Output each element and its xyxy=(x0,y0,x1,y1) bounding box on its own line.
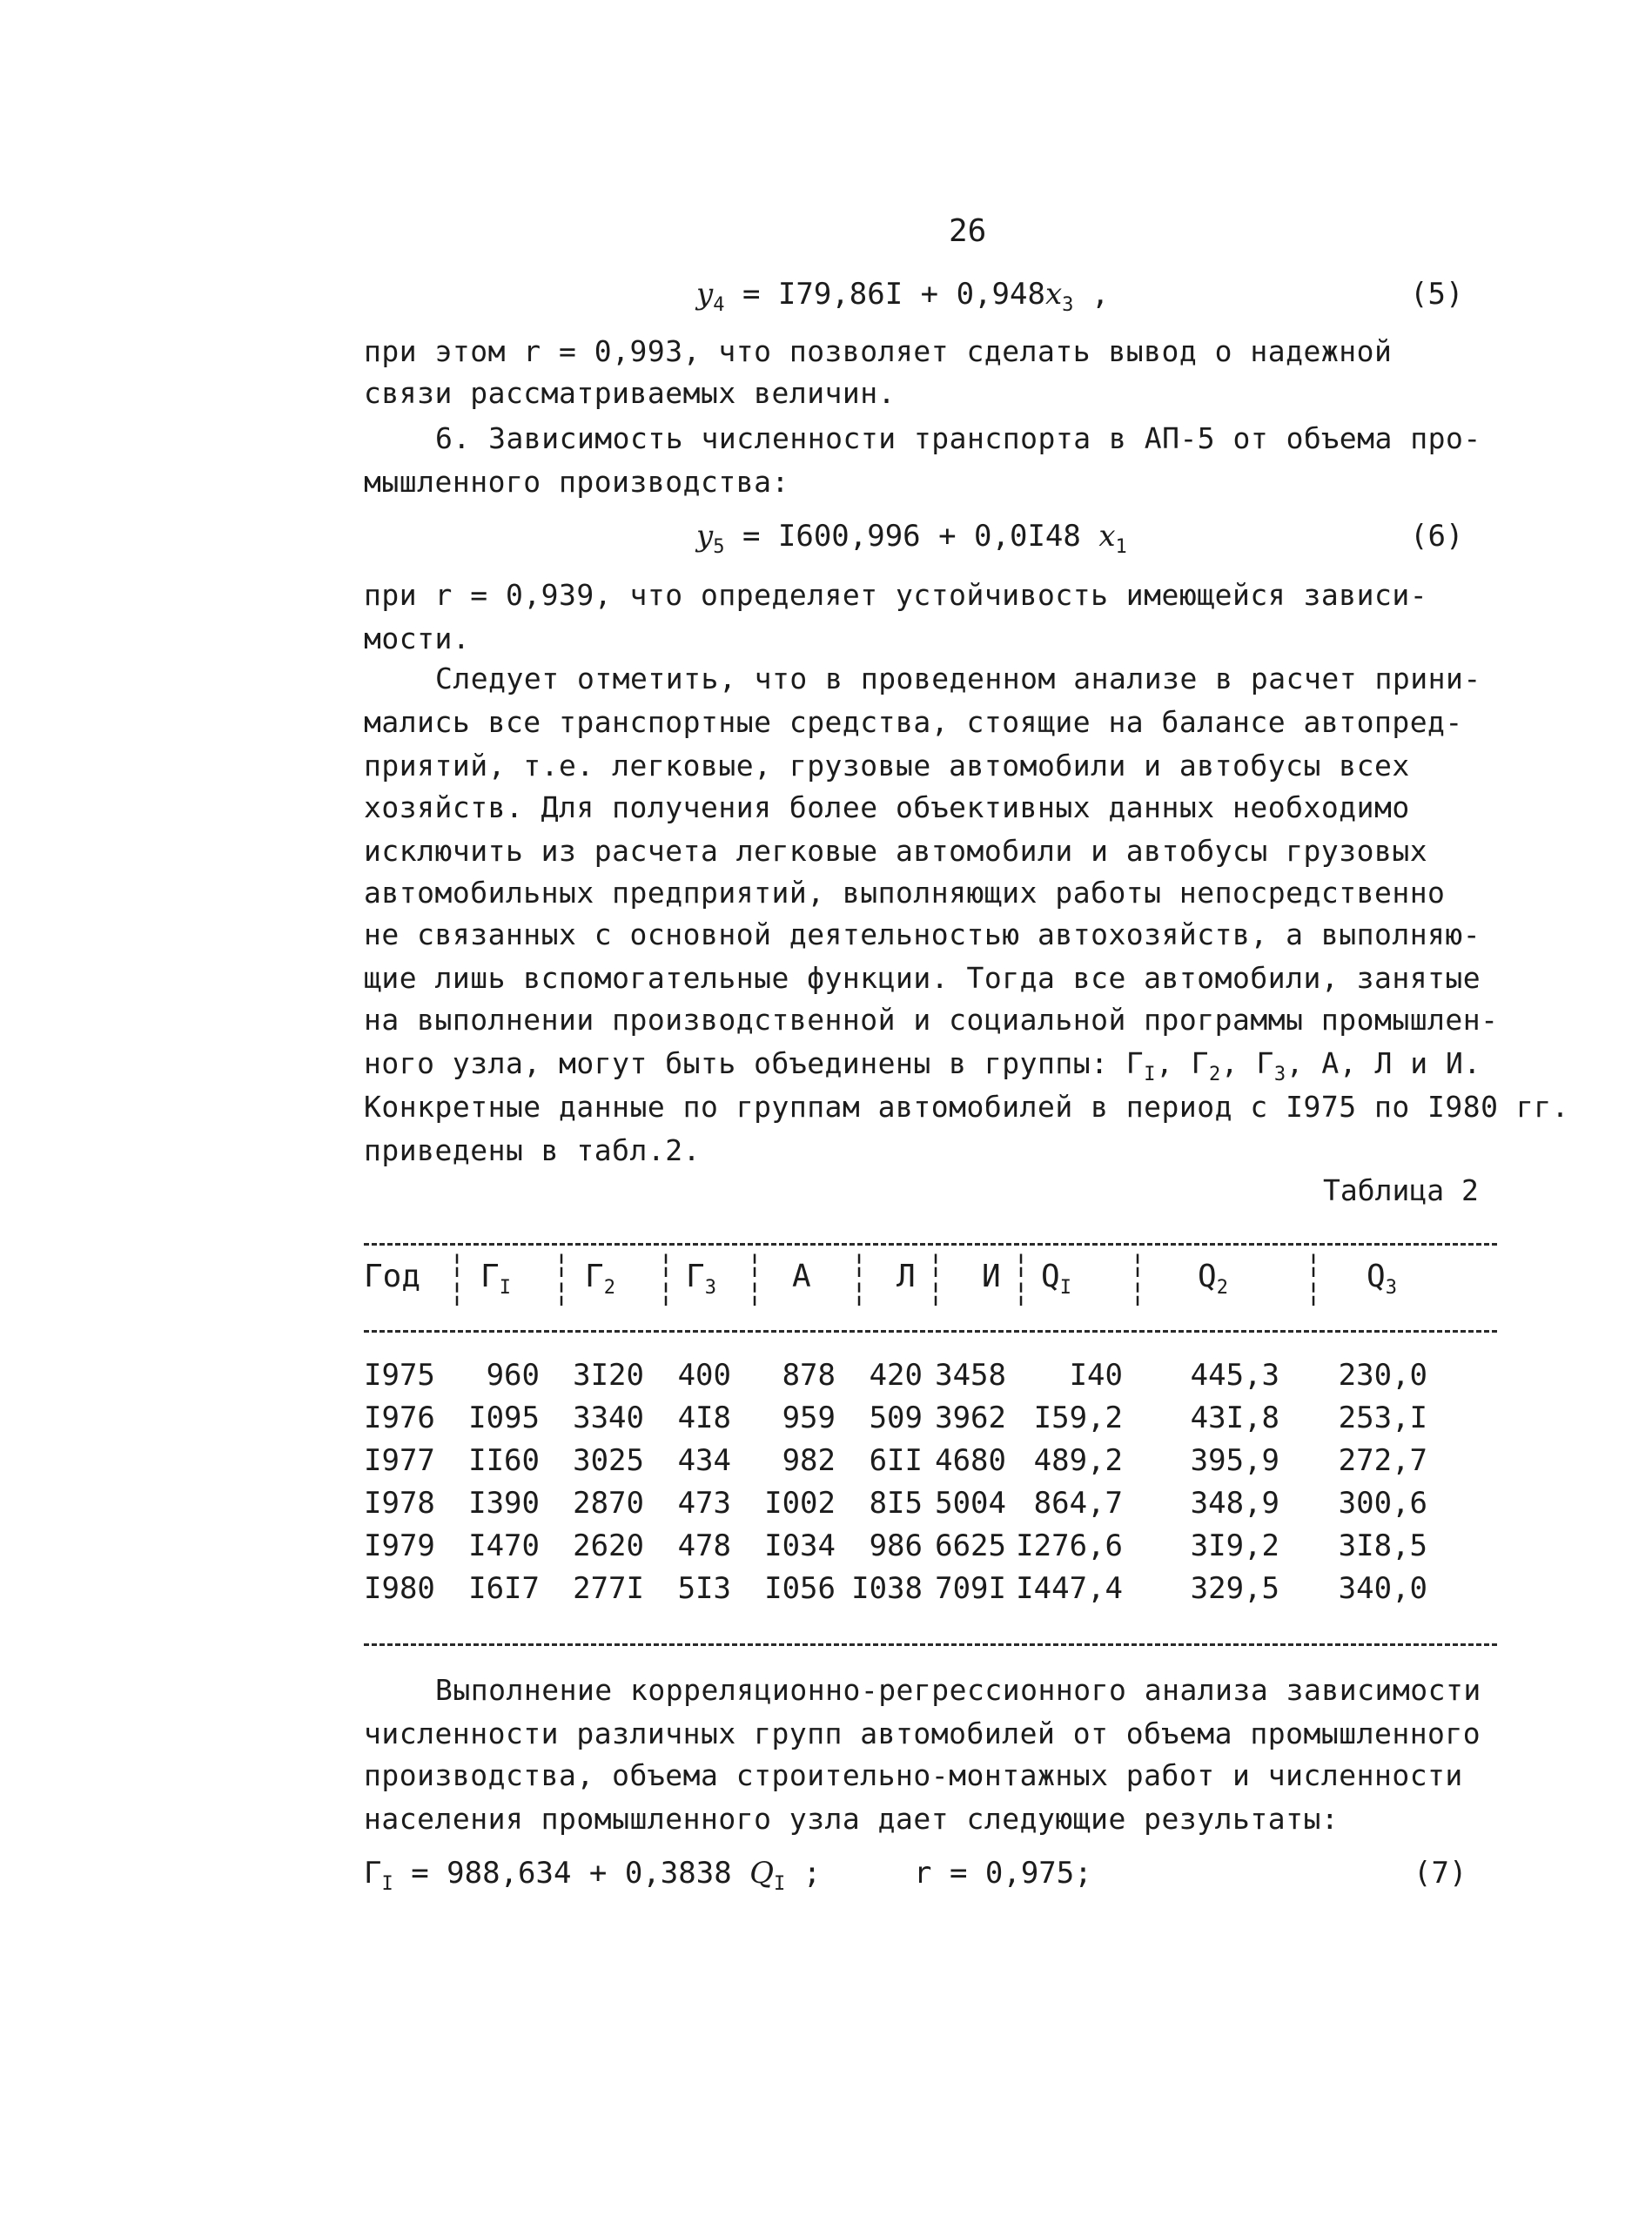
table-top-rule xyxy=(364,1243,1497,1246)
cell-q1: I447,4 xyxy=(1016,1571,1123,1606)
cell-g2: 3340 xyxy=(573,1401,644,1435)
cell-q2: 395,9 xyxy=(1190,1443,1279,1478)
cell-q1: I40 xyxy=(1069,1358,1123,1393)
para3-line1: при r = 0,939, что определяет устойчивость имеющейся зависи- xyxy=(364,578,1428,612)
eq7-rhs: = 988,634 + 0,3838 xyxy=(393,1856,750,1891)
header-sep-7: ¦ ¦ xyxy=(1013,1249,1030,1308)
header-g2 xyxy=(585,1259,615,1299)
cell-l: 986 xyxy=(869,1528,923,1563)
para4-line10 xyxy=(364,1046,1481,1085)
cell-g1: I6I7 xyxy=(468,1571,540,1606)
cell-year: I977 xyxy=(364,1443,435,1478)
cell-a: I002 xyxy=(764,1486,836,1521)
eq5-tail: , xyxy=(1073,277,1110,312)
equation-6-number: (6) xyxy=(1410,519,1464,554)
eq5-lhs: y xyxy=(696,277,714,312)
cell-g1: 960 xyxy=(486,1358,540,1393)
header-year-label: Год xyxy=(364,1259,421,1294)
header-i-label: И xyxy=(982,1259,1001,1294)
cell-q2: 348,9 xyxy=(1190,1486,1279,1521)
header-sep-8: ¦ ¦ xyxy=(1130,1249,1146,1308)
cell-a: I056 xyxy=(764,1571,836,1606)
para1-line1: при этом r = 0,993, что позволяет сделать вывод о надежной xyxy=(364,334,1393,368)
eq7-semi: ; xyxy=(785,1856,822,1891)
para5-line2: численности различных групп автомобилей от объема промышленного xyxy=(364,1716,1481,1750)
cell-g3: 4I8 xyxy=(677,1401,731,1435)
header-g3-label: Г xyxy=(686,1259,705,1294)
eq7-var: Q xyxy=(749,1856,775,1891)
header-g2-sub: 2 xyxy=(603,1277,615,1299)
cell-g3: 400 xyxy=(677,1358,731,1393)
cell-g1: I390 xyxy=(468,1486,540,1521)
cell-i: 3962 xyxy=(935,1401,1006,1435)
table-bottom-rule xyxy=(364,1643,1497,1646)
header-sep-5: ¦ ¦ xyxy=(851,1249,868,1308)
cell-i: 3458 xyxy=(935,1358,1006,1393)
group-sep2: , Г xyxy=(1220,1046,1274,1080)
cell-q1: 864,7 xyxy=(1033,1486,1123,1521)
eq6-rhs: = I600,996 + 0,0I48 xyxy=(724,519,1099,554)
group-g2-sub: 2 xyxy=(1209,1064,1221,1085)
table-header-rule xyxy=(364,1330,1497,1333)
para4-line11: Конкретные данные по группам автомобилей в период с I975 по I980 гг. xyxy=(364,1090,1570,1124)
cell-year: I975 xyxy=(364,1358,435,1393)
cell-year: I980 xyxy=(364,1571,435,1606)
header-q3 xyxy=(1367,1259,1397,1299)
cell-g2: 3I20 xyxy=(573,1358,644,1393)
header-q2-label: Q xyxy=(1198,1259,1217,1294)
cell-g2: 3025 xyxy=(573,1443,644,1478)
cell-q1: I276,6 xyxy=(1016,1528,1123,1563)
para4-line9: на выполнении производственной и социальной программы промышлен- xyxy=(364,1003,1499,1037)
cell-g3: 5I3 xyxy=(677,1571,731,1606)
cell-g2: 2620 xyxy=(573,1528,644,1563)
header-q1 xyxy=(1041,1259,1071,1299)
para5-line4: населения промышленного узла дает следующие результаты: xyxy=(364,1802,1340,1836)
header-q2 xyxy=(1198,1259,1228,1299)
header-q1-sub: I xyxy=(1059,1277,1071,1299)
cell-q1: 489,2 xyxy=(1033,1443,1123,1478)
cell-g1: I095 xyxy=(468,1401,540,1435)
cell-g3: 434 xyxy=(677,1443,731,1478)
para4-line6: автомобильных предприятий, выполняющих работы непосредственно xyxy=(364,876,1446,910)
group-rest: , А, Л и И. xyxy=(1286,1046,1481,1080)
eq7-var-sub: I xyxy=(774,1873,786,1895)
cell-i: 4680 xyxy=(935,1443,1006,1478)
para5-line3: производства, объема строительно-монтажных работ и численности xyxy=(364,1758,1463,1792)
cell-a: 959 xyxy=(782,1401,836,1435)
cell-q2: 329,5 xyxy=(1190,1571,1279,1606)
header-sep-9: ¦ ¦ xyxy=(1306,1249,1322,1308)
cell-g3: 473 xyxy=(677,1486,731,1521)
para4-line2: мались все транспортные средства, стоящие на балансе автопред- xyxy=(364,705,1463,739)
cell-q3: 340,0 xyxy=(1338,1571,1427,1606)
eq7-lhs: Г xyxy=(364,1856,382,1891)
cell-q3: 230,0 xyxy=(1338,1358,1427,1393)
cell-i: 6625 xyxy=(935,1528,1006,1563)
cell-l: 420 xyxy=(869,1358,923,1393)
cell-a: 878 xyxy=(782,1358,836,1393)
para1-line2: связи рассматриваемых величин. xyxy=(364,376,897,410)
cell-q1: I59,2 xyxy=(1033,1401,1123,1435)
eq7-lhs-sub: I xyxy=(381,1873,393,1895)
para4-line7: не связанных с основной деятельностью автохозяйств, а выполняю- xyxy=(364,917,1481,951)
cell-i: 709I xyxy=(935,1571,1006,1606)
eq5-var: x xyxy=(1044,277,1063,312)
cell-q3: 3I8,5 xyxy=(1338,1528,1427,1563)
cell-g2: 277I xyxy=(573,1571,644,1606)
para4-line5: исключить из расчета легковые автомобили и автобусы грузовых xyxy=(364,834,1428,868)
page-number: 26 xyxy=(949,213,987,249)
cell-q3: 300,6 xyxy=(1338,1486,1427,1521)
para2-line2: мышленного производства: xyxy=(364,465,789,499)
header-g1-sub: I xyxy=(499,1277,511,1299)
cell-q3: 253,I xyxy=(1338,1401,1427,1435)
eq6-lhs: y xyxy=(696,519,714,554)
equation-5-number: (5) xyxy=(1410,277,1464,312)
cell-q2: 43I,8 xyxy=(1190,1401,1279,1435)
cell-q2: 3I9,2 xyxy=(1190,1528,1279,1563)
cell-a: I034 xyxy=(764,1528,836,1563)
equation-5 xyxy=(696,277,1109,316)
group-g3-sub: 3 xyxy=(1273,1064,1286,1085)
equation-7-r: r = 0,975; xyxy=(914,1856,1092,1891)
header-year xyxy=(364,1259,420,1294)
table-caption: Таблица 2 xyxy=(1323,1173,1479,1207)
header-g1-label: Г xyxy=(480,1259,500,1294)
header-l xyxy=(897,1259,916,1294)
para4-line12: приведены в табл.2. xyxy=(364,1133,701,1167)
header-i xyxy=(982,1259,1001,1294)
cell-l: 8I5 xyxy=(869,1486,923,1521)
eq6-lhs-sub: 5 xyxy=(713,536,725,558)
para5-line1: Выполнение корреляционно-регрессионного анализа зависимости xyxy=(435,1673,1481,1707)
header-sep-3: ¦ ¦ xyxy=(658,1249,675,1308)
cell-l: 6II xyxy=(869,1443,923,1478)
para3-line2: мости. xyxy=(364,621,471,655)
cell-q2: 445,3 xyxy=(1190,1358,1279,1393)
header-g1 xyxy=(480,1259,511,1299)
para2-line1: 6. Зависимость численности транспорта в АП-5 от объема про- xyxy=(435,421,1481,455)
cell-l: I038 xyxy=(851,1571,923,1606)
header-g3-sub: 3 xyxy=(704,1277,716,1299)
para4-line8: щие лишь вспомогательные функции. Тогда все автомобили, занятые xyxy=(364,961,1481,995)
para4-line1: Следует отметить, что в проведенном анализе в расчет прини- xyxy=(435,662,1481,695)
header-sep-1: ¦ ¦ xyxy=(449,1249,466,1308)
header-sep-6: ¦ ¦ xyxy=(928,1249,944,1308)
header-a xyxy=(792,1259,811,1294)
equation-7 xyxy=(364,1856,821,1895)
eq5-var-sub: 3 xyxy=(1062,294,1074,316)
cell-a: 982 xyxy=(782,1443,836,1478)
header-q3-sub: 3 xyxy=(1385,1277,1397,1299)
equation-7-number: (7) xyxy=(1414,1856,1467,1891)
header-a-label: А xyxy=(792,1259,811,1294)
header-sep-4: ¦ ¦ xyxy=(747,1249,763,1308)
group-g1-sub: I xyxy=(1144,1064,1156,1085)
cell-l: 509 xyxy=(869,1401,923,1435)
para4-line10-text: ного узла, могут быть объединены в группы: Г xyxy=(364,1046,1145,1080)
eq5-lhs-sub: 4 xyxy=(713,294,725,316)
eq6-var-sub: 1 xyxy=(1115,536,1127,558)
cell-year: I979 xyxy=(364,1528,435,1563)
cell-year: I976 xyxy=(364,1401,435,1435)
cell-q3: 272,7 xyxy=(1338,1443,1427,1478)
header-l-label: Л xyxy=(897,1259,916,1294)
header-sep-2: ¦ ¦ xyxy=(554,1249,570,1308)
cell-i: 5004 xyxy=(935,1486,1006,1521)
header-g2-label: Г xyxy=(585,1259,604,1294)
equation-6 xyxy=(696,519,1127,558)
eq6-var: x xyxy=(1098,519,1116,554)
cell-g3: 478 xyxy=(677,1528,731,1563)
para4-line4: хозяйств. Для получения более объективных данных необходимо xyxy=(364,790,1410,824)
header-g3 xyxy=(686,1259,716,1299)
cell-g1: II60 xyxy=(468,1443,540,1478)
eq5-rhs: = I79,86I + 0,948 xyxy=(724,277,1045,312)
group-sep1: , Г xyxy=(1155,1046,1210,1080)
cell-year: I978 xyxy=(364,1486,435,1521)
cell-g2: 2870 xyxy=(573,1486,644,1521)
cell-g1: I470 xyxy=(468,1528,540,1563)
para4-line3: приятий, т.е. легковые, грузовые автомобили и автобусы всех xyxy=(364,749,1410,783)
header-q3-label: Q xyxy=(1367,1259,1386,1294)
header-q1-label: Q xyxy=(1041,1259,1060,1294)
header-q2-sub: 2 xyxy=(1216,1277,1228,1299)
